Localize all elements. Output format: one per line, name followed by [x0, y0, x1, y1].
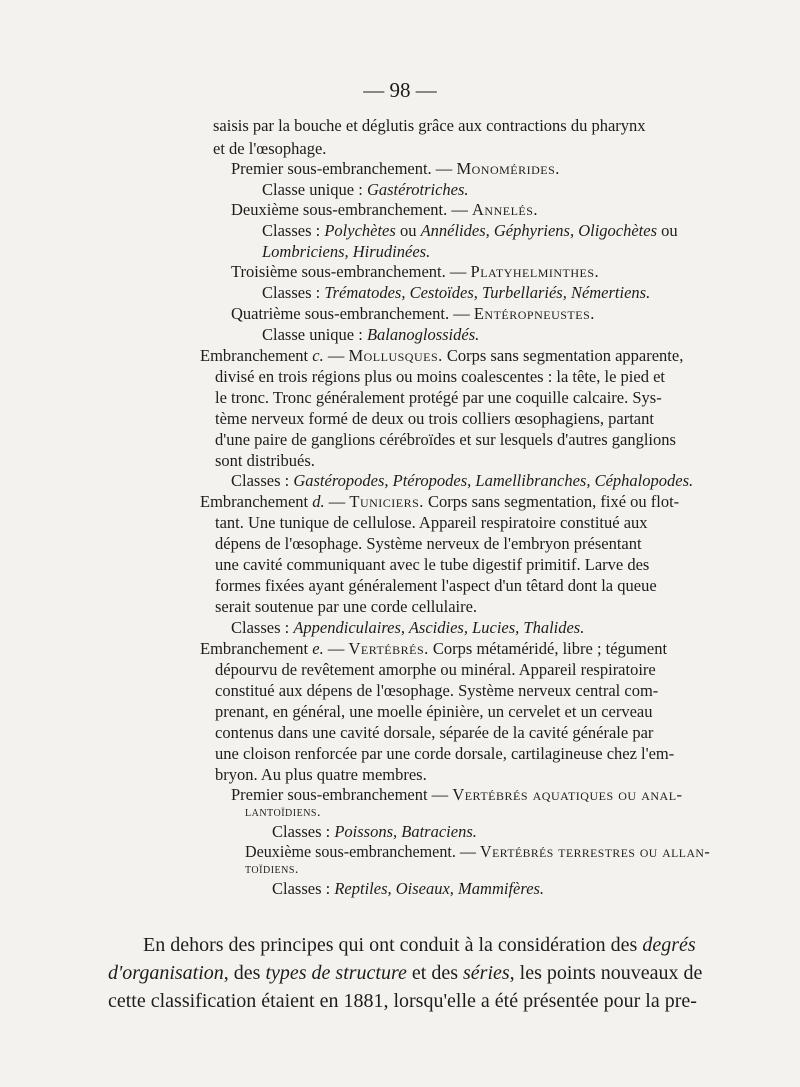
- paragraph-line: [143, 932, 696, 958]
- text-line: une cloison renforcée par une corde dorsale, cartilagineuse chez l'em-: [215, 744, 675, 763]
- paragraph-line: cette classification étaient en 1881, lorsqu'elle a été présentée pour la pre-: [108, 990, 697, 1012]
- text-line: [262, 283, 650, 303]
- text: et des: [406, 962, 463, 984]
- text: Deuxième sous-embranchement. —: [231, 200, 473, 219]
- text: Classes :: [262, 283, 325, 302]
- text-line: constitué aux dépens de l'œsophage. Système nerveux central com-: [215, 681, 659, 700]
- text-line: [231, 159, 560, 179]
- text-line: formes fixées ayant généralement l'aspect d'un têtard dont la queue: [215, 576, 657, 595]
- text: , les points nouveaux de: [509, 962, 703, 984]
- taxon-name: Annelés.: [472, 200, 539, 219]
- emphasis: d'organisation: [108, 962, 224, 984]
- taxon-name: Vertébrés terrestres ou allan-: [479, 842, 711, 861]
- emphasis: séries: [463, 962, 510, 984]
- text-line: lantoïdiens.: [245, 805, 321, 820]
- text: ou: [395, 221, 421, 240]
- taxon-name: Balanoglossidés.: [366, 325, 480, 344]
- page-number: — 98 —: [363, 78, 437, 102]
- text-line: [231, 618, 584, 638]
- text-line: d'une paire de ganglions cérébroïdes et sur lesquels d'autres ganglions: [215, 430, 676, 449]
- text: Classes :: [262, 221, 325, 240]
- text-line: sont distribués.: [215, 451, 315, 470]
- taxon-name: Lombriciens, Hirudinées.: [262, 242, 431, 261]
- taxon-name: Poissons, Batraciens.: [334, 822, 477, 841]
- text: Premier sous-embranchement —: [231, 785, 453, 804]
- text-line: serait soutenue par une corde cellulaire.: [215, 597, 478, 616]
- text-line: tème nerveux formé de deux ou trois colliers œsophagiens, partant: [215, 409, 654, 428]
- letter: e.: [312, 639, 324, 658]
- text: Classes :: [272, 879, 335, 898]
- text: Deuxième sous-embranchement. —: [245, 842, 480, 861]
- text-line: prenant, en général, une moelle épinière, un cervelet et un cerveau: [215, 702, 653, 721]
- text-line: une cavité communiquant avec le tube digestif primitif. Larve des: [215, 555, 650, 574]
- taxon-name: Gastérotriches.: [366, 180, 469, 199]
- text: Classe unique :: [262, 325, 367, 344]
- taxon-name: Mollusques.: [348, 346, 443, 365]
- text: Corps sans segmentation apparente,: [442, 346, 684, 365]
- text: Embranchement: [200, 346, 313, 365]
- taxon-name: Reptiles, Oiseaux, Mammifères.: [334, 879, 545, 898]
- taxon-name: Tuniciers.: [349, 492, 424, 511]
- emphasis: types de structure: [265, 962, 407, 984]
- text-line: [262, 325, 479, 345]
- text-line: saisis par la bouche et déglutis grâce aux contractions du pharynx: [213, 116, 646, 135]
- text-line: [200, 492, 679, 512]
- taxon-name: Vertébrés.: [348, 639, 429, 658]
- text-line: dépourvu de revêtement amorphe ou minéral. Appareil respiratoire: [215, 660, 656, 679]
- text-line: contenus dans une cavité dorsale, séparée de la cavité générale par: [215, 723, 654, 742]
- text-line: [262, 221, 678, 241]
- text-line: [262, 180, 469, 200]
- text-line: [231, 304, 595, 324]
- text: Embranchement: [200, 639, 313, 658]
- text: —: [324, 492, 350, 511]
- taxon-name: Appendiculaires, Ascidies, Lucies, Thalides.: [293, 618, 585, 637]
- text: Premier sous-embranchement. —: [231, 159, 457, 178]
- text: Classes :: [272, 822, 335, 841]
- text: Corps métaméridé, libre ; tégument: [428, 639, 668, 658]
- text-line: [272, 822, 477, 842]
- letter: c.: [312, 346, 324, 365]
- text: —: [323, 346, 349, 365]
- taxon-name: Entéropneustes.: [473, 304, 595, 323]
- text-line: [200, 639, 667, 659]
- text-line: divisé en trois régions plus ou moins coalescentes : la tête, le pied et: [215, 367, 665, 386]
- text-line: [231, 471, 693, 491]
- text: Quatrième sous-embranchement. —: [231, 304, 474, 323]
- taxon-name: Trématodes, Cestoïdes, Turbellariés, Némertiens.: [324, 283, 651, 302]
- text-line: [245, 842, 710, 862]
- text: Troisième sous-embranchement. —: [231, 262, 471, 281]
- emphasis: degrés: [642, 934, 696, 956]
- text: Corps sans segmentation, fixé ou flot-: [423, 492, 680, 511]
- text: Classe unique :: [262, 180, 367, 199]
- text-line: [262, 242, 430, 262]
- text-line: [231, 785, 683, 805]
- text: Embranchement: [200, 492, 313, 511]
- taxon-name: Platyhelminthes.: [470, 262, 600, 281]
- taxon-name: Vertébrés aquatiques ou anal-: [452, 785, 683, 804]
- text: En dehors des principes qui ont conduit à la considération des: [143, 934, 643, 956]
- text: , des: [223, 962, 266, 984]
- paragraph-line: [108, 960, 702, 986]
- text-line: le tronc. Tronc généralement protégé par une coquille calcaire. Sys-: [215, 388, 662, 407]
- text-line: tant. Une tunique de cellulose. Appareil respiratoire constitué aux: [215, 513, 648, 532]
- text: —: [323, 639, 349, 658]
- text-line: toïdiens.: [245, 862, 299, 877]
- text-line: bryon. Au plus quatre membres.: [215, 765, 427, 784]
- text: Classes :: [231, 618, 294, 637]
- text-line: dépens de l'œsophage. Système nerveux de l'embryon présentant: [215, 534, 642, 553]
- taxon-name: Annélides, Géphyriens, Oligochètes: [420, 221, 658, 240]
- letter: d.: [312, 492, 325, 511]
- text-line: [231, 262, 599, 282]
- text-line: [200, 346, 683, 366]
- taxon-name: Monomérides.: [456, 159, 560, 178]
- text: Classes :: [231, 471, 294, 490]
- text-line: [231, 200, 538, 220]
- text-line: [272, 879, 544, 899]
- text: ou: [657, 221, 678, 240]
- text-line: et de l'œsophage.: [213, 139, 327, 158]
- taxon-name: Gastéropodes, Ptéropodes, Lamellibranches, Céphalopodes.: [293, 471, 694, 490]
- taxon-name: Polychètes: [324, 221, 396, 240]
